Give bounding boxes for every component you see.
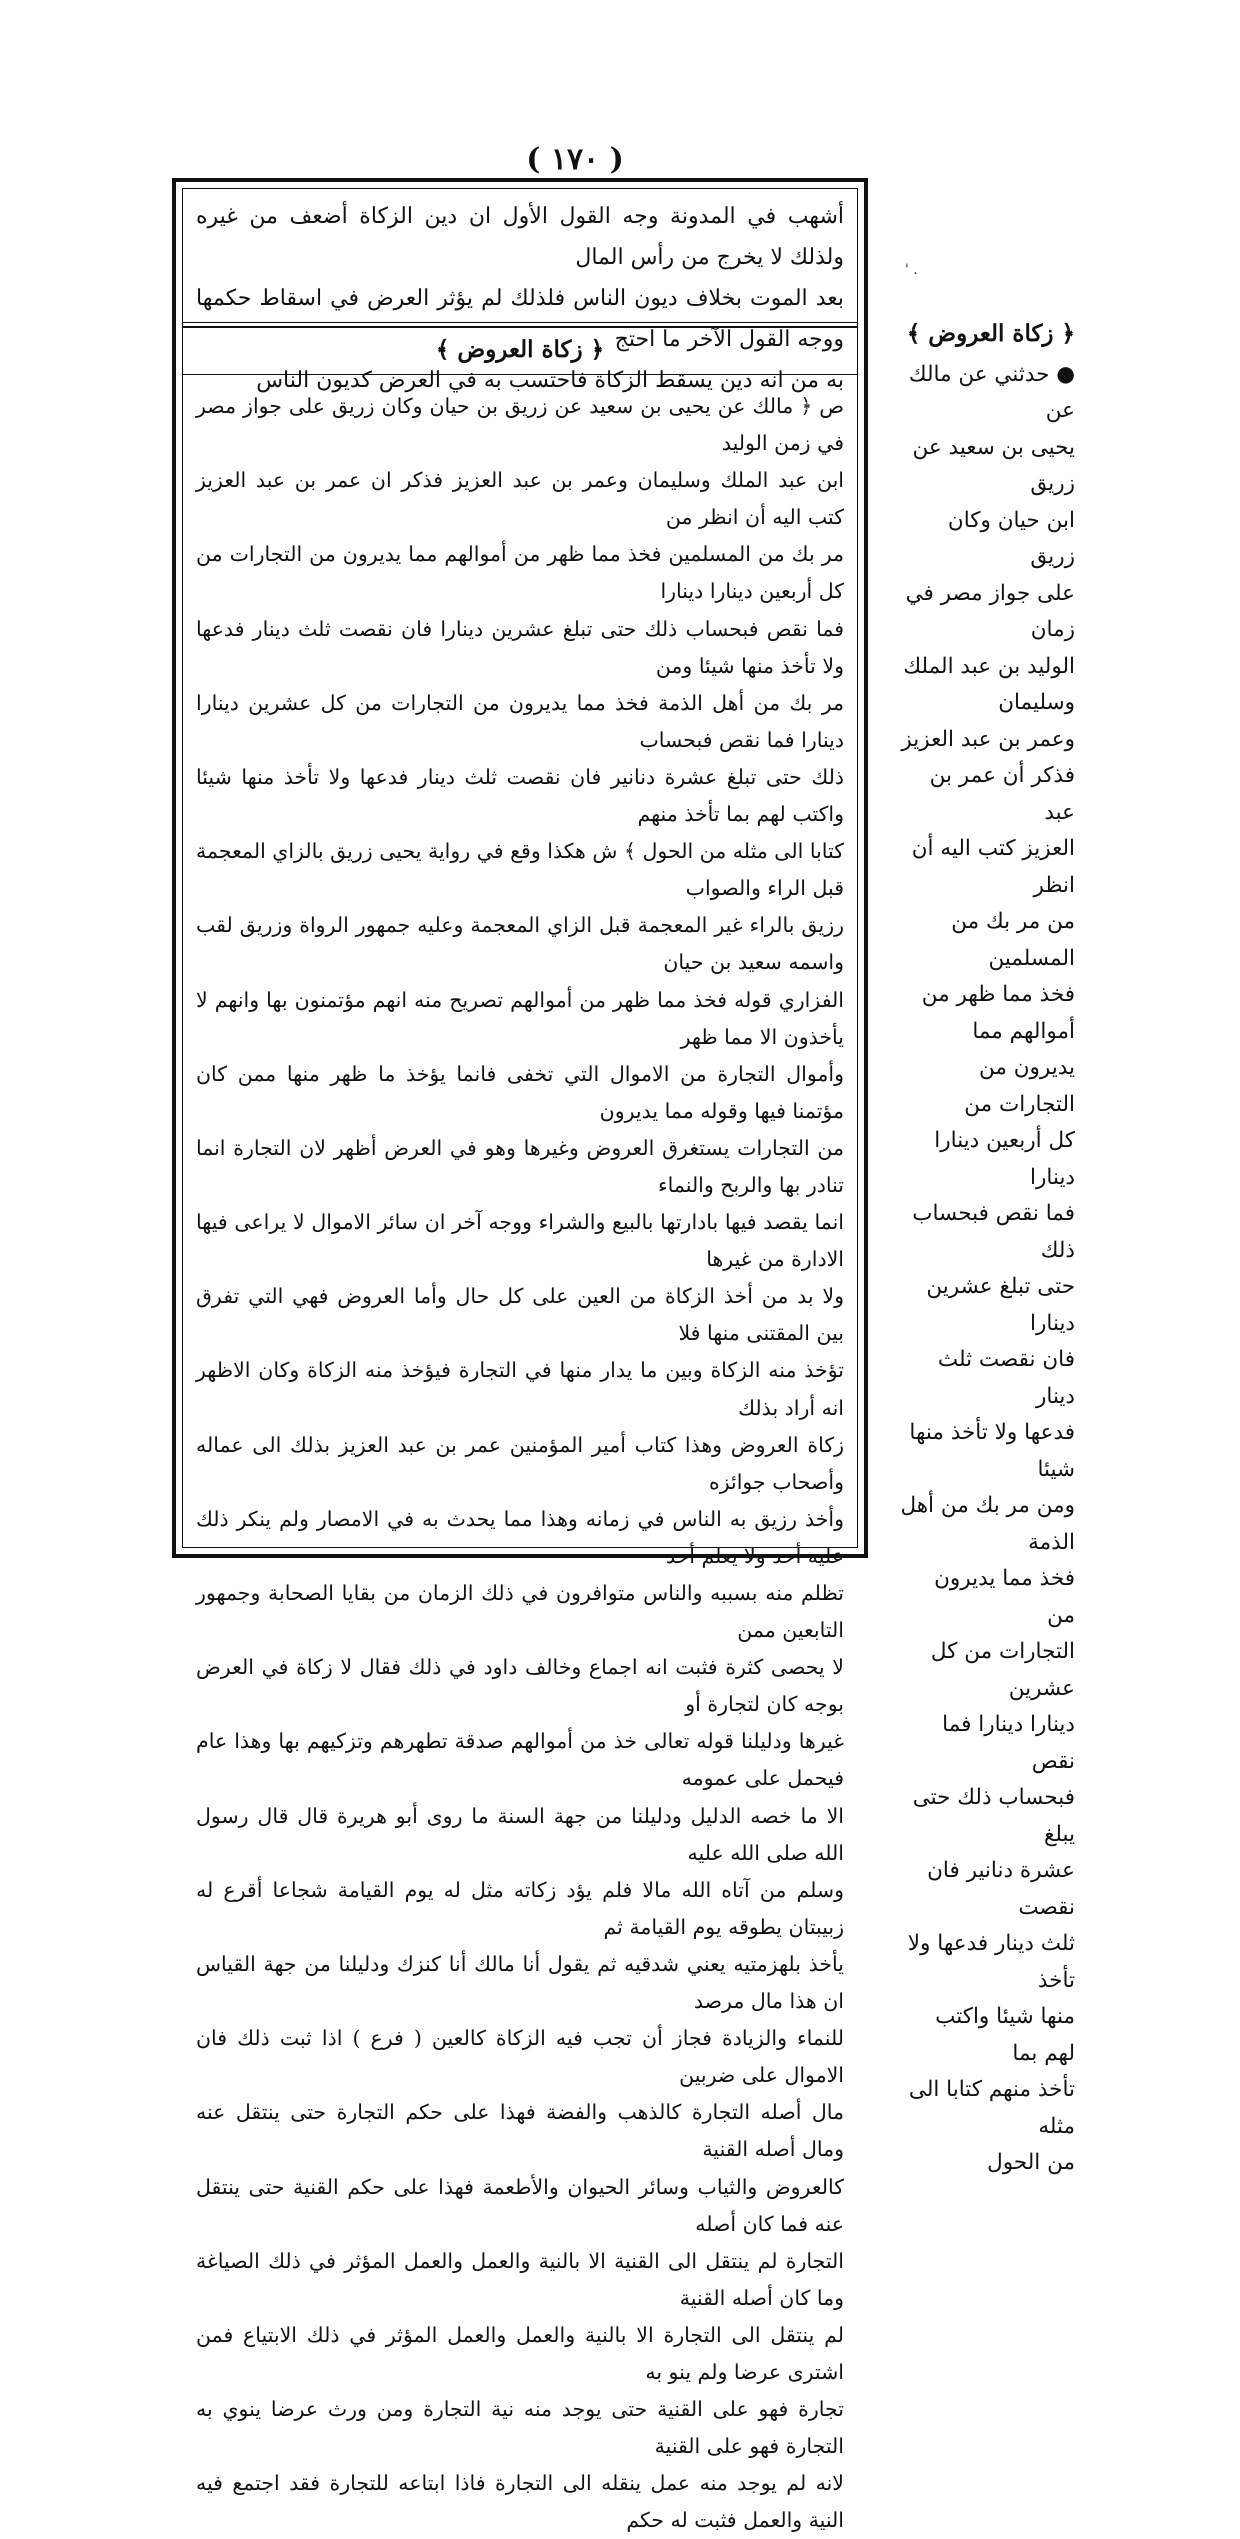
margin-line: يحيى بن سعيد عن زريق: [912, 434, 1075, 496]
body-line: تجارة فهو على القنية حتى يوجد منه نية التجارة ومن ورث عرضا ينوي به التجارة فهو على القنية: [196, 2397, 844, 2459]
body-line: يأخذ بلهزمتيه يعني شدقيه ثم يقول أنا مالك أنا كنزك ودليلنا من جهة القياس ان هذا مال مرصد: [196, 1951, 844, 2014]
margin-line: يديرون من التجارات من: [964, 1055, 1075, 1117]
separator-rule: [182, 322, 858, 323]
margin-line: عشرة دنانير فان نقصت: [927, 1858, 1075, 1920]
body-line: مال أصله التجارة كالذهب والفضة فهذا على حكم التجارة حتى ينتقل عنه ومال أصله القنية: [196, 2100, 844, 2162]
margin-line: فذكر أن عمر بن عبد: [929, 763, 1075, 825]
body-line: زكاة العروض وهذا كتاب أمير المؤمنين عمر بن عبد العزيز بذلك الى عماله وأصحاب جوائزه: [196, 1432, 844, 1494]
body-line: للنماء والزيادة فجاز أن تجب فيه الزكاة كالعين ( فرع ) اذا ثبت ذلك فان الاموال على ضربين: [196, 2026, 844, 2088]
top-line: به من انه دين يسقط الزكاة فاحتسب به في العرض كديون الناس: [256, 368, 844, 393]
body-line: من التجارات يستغرق العروض وغيرها وهو في العرض أظهر لان التجارة انما تنادر بها والربح والنماء: [196, 1135, 844, 1197]
body-line: فما نقص فبحساب ذلك حتى تبلغ عشرين دينارا فان نقصت ثلث دينار فدعها ولا تأخذ منها شيئا ومن: [196, 616, 844, 678]
body-text-block: [196, 388, 844, 2539]
body-line: وأموال التجارة من الاموال التي تخفى فانما يؤخذ ما ظهر منها ممن كان مؤتمنا فيها وقوله مما يديرون: [196, 1061, 844, 1123]
margin-line: العزيز كتب اليه أن انظر: [911, 836, 1075, 898]
body-line: التجارة لم ينتقل الى القنية الا بالنية والعمل والعمل المؤثر في ذلك الصياغة وما كان أصله القنية: [196, 2248, 844, 2310]
margin-line: كل أربعين دينارا دينارا: [934, 1128, 1075, 1190]
body-line: انما يقصد فيها بادارتها بالبيع والشراء ووجه آخر ان سائر الاموال لا يراعى فيها الادارة من غيرها: [196, 1210, 844, 1272]
margin-line: التجارات من كل عشرين: [930, 1639, 1075, 1701]
margin-line: منها شيئا واكتب لهم بما: [935, 2004, 1075, 2066]
separator-rule: [182, 374, 858, 375]
body-line: تظلم منه بسببه والناس متوافرون في ذلك الزمان من بقايا الصحابة وجمهور التابعين ممن: [196, 1581, 844, 1643]
body-line: لانه لم يوجد منه عمل ينقله الى التجارة فاذا ابتاعه للتجارة فقد اجتمع فيه النية والعمل فثبت له حكم: [196, 2471, 844, 2533]
body-line: لا يحصى كثرة فثبت انه اجماع وخالف داود في ذلك فقال لا زكاة في العرض بوجه كان لتجارة أو: [196, 1655, 844, 1717]
margin-line: فخذ مما يديرون من: [934, 1566, 1075, 1628]
margin-line: فدعها ولا تأخذ منها شيئا: [909, 1420, 1075, 1482]
body-line: وسلم من آتاه الله مالا فلم يؤد زكاته مثل له يوم القيامة شجاعا أقرع له زبيبتان يطوقه يوم القيامة ثم: [196, 1877, 844, 1939]
margin-line: الوليد بن عبد الملك وسليمان: [903, 653, 1075, 715]
body-line: رزيق بالراء غير المعجمة قبل الزاي المعجمة وعليه جمهور الرواة وزريق لقب واسمه سعيد بن حيان: [196, 913, 844, 975]
margin-line: من الحول: [987, 2150, 1075, 2175]
body-line: وأخذ رزيق به الناس في زمانه وهذا مما يحدث به في الامصار ولم ينكر ذلك عليه أحد ولا يعلم أحد: [196, 1506, 844, 1568]
top-text-block: [196, 196, 844, 401]
top-line: بعد الموت بخلاف ديون الناس فلذلك لم يؤثر العرض في اسقاط حكمها ووجه القول الآخر ما احتج: [196, 286, 844, 352]
body-line: غيرها ودليلنا قوله تعالى خذ من أموالهم صدقة تطهرهم وتزكيهم بها وهذا عام فيحمل على عمومه: [196, 1729, 844, 1791]
body-line: الا ما خصه الدليل ودليلنا من جهة السنة ما روى أبو هريرة قال قال رسول الله صلى الله عليه: [196, 1803, 844, 1865]
body-line: ولا بد من أخذ الزكاة من العين على كل حال وأما العروض فهي التي تفرق بين المقتنى منها فلا: [196, 1284, 844, 1346]
page-number: ( ١٧٠ ): [526, 142, 624, 177]
margin-line: ومن مر بك من أهل الذمة: [900, 1493, 1075, 1555]
body-line: تؤخذ منه الزكاة وبين ما يدار منها في التجارة فيؤخذ منه الزكاة وكان الاظهر انه أراد بذلك: [196, 1358, 844, 1420]
margin-line: ● حدثني عن مالك عن: [908, 361, 1075, 423]
body-line: كتابا الى مثله من الحول ﴾ ش هكذا وقع في رواية يحيى زريق بالزاي المعجمة قبل الراء والصواب: [196, 839, 844, 901]
margin-text-block: [900, 316, 1075, 2182]
body-line: الفزاري قوله فخذ مما ظهر من أموالهم تصريح منه انهم مؤتمنون بها وانهم لا يأخذون الا مما ظهر: [196, 987, 844, 1049]
margin-line: وعمر بن عبد العزيز: [901, 726, 1075, 752]
body-line: مر بك من أهل الذمة فخذ مما يديرون من التجارات من كل عشرين دينارا دينارا فما نقص فبحساب: [196, 690, 844, 752]
margin-line: من مر بك من المسلمين: [951, 909, 1075, 971]
margin-line: ابن حيان وكان زريق: [947, 507, 1075, 569]
margin-line: ثلث دينار فدعها ولا تأخذ: [907, 1931, 1075, 1993]
body-line: كالعروض والثياب وسائر الحيوان والأطعمة فهذا على حكم القنية حتى ينتقل عنه فما كان أصله: [196, 2174, 844, 2236]
body-line: مر بك من المسلمين فخذ مما ظهر من أموالهم مما يديرون من التجارات من كل أربعين دينارا دينارا: [196, 542, 844, 604]
margin-line: تأخذ منهم كتابا الى مثله: [908, 2077, 1075, 2139]
section-heading: ﴿ زكاة العروض ﴾: [435, 336, 605, 363]
margin-line: على جواز مصر في زمان: [905, 580, 1075, 642]
top-line: أشهب في المدونة وجه القول الأول ان دين الزكاة أضعف من غيره ولذلك لا يخرج من رأس المال: [196, 204, 844, 270]
margin-line: حتى تبلغ عشرين دينارا: [926, 1274, 1075, 1336]
body-line: ابن عبد الملك وسليمان وعمر بن عبد العزيز فذكر ان عمر بن عبد العزيز كتب اليه أن انظر من: [196, 468, 844, 530]
margin-tick-mark: ' .: [905, 262, 918, 278]
margin-line: دينارا دينارا فما نقص: [942, 1712, 1075, 1774]
margin-line: فما نقص فبحساب ذلك: [912, 1201, 1075, 1263]
margin-line: فان نقصت ثلث دينار: [937, 1347, 1075, 1409]
body-line: لم ينتقل الى التجارة الا بالنية والعمل والعمل المؤثر في ذلك الابتياع فمن اشترى عرضا ولم ينو به: [196, 2322, 844, 2384]
margin-line: فبحساب ذلك حتى يبلغ: [912, 1785, 1075, 1847]
body-line: ذلك حتى تبلغ عشرة دنانير فان نقصت ثلث دينار فدعها ولا تأخذ منها شيئا واكتب لهم بما تأخذ منهم: [196, 764, 844, 827]
margin-line: فخذ مما ظهر من أموالهم مما: [921, 982, 1075, 1044]
margin-heading: ﴿ زكاة العروض ﴾: [906, 320, 1075, 347]
separator-rule: [182, 326, 858, 328]
body-line: ص ﴿ مالك عن يحيى بن سعيد عن زريق بن حيان وكان زريق على جواز مصر في زمن الوليد: [196, 394, 844, 456]
